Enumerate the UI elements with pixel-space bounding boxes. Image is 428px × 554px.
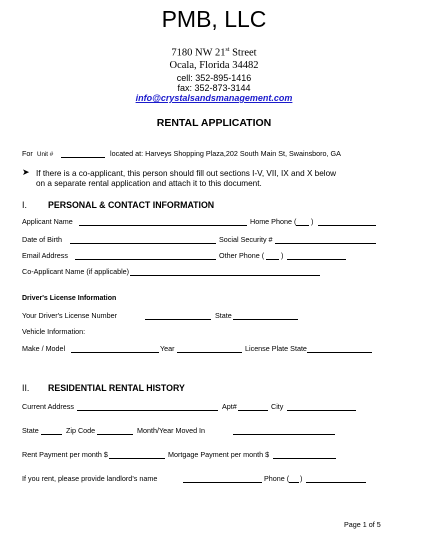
landlord-name-field[interactable] [183, 482, 262, 483]
license-state-label: State [215, 311, 232, 320]
applicant-name-field[interactable] [79, 225, 247, 226]
ssn-field[interactable] [275, 243, 376, 244]
state-label: State [22, 426, 39, 435]
note-line-2: on a separate rental application and attach it to this document. [36, 179, 262, 188]
rent-payment-field[interactable] [109, 458, 165, 459]
plate-state-field[interactable] [307, 352, 372, 353]
applicant-name-label: Applicant Name [22, 217, 73, 226]
year-field[interactable] [177, 352, 242, 353]
plate-state-label: License Plate State [245, 344, 307, 353]
year-label: Year [160, 344, 175, 353]
location-text: located at: Harveys Shopping Plaza,202 South Main St, Swainsboro, GA [110, 149, 341, 158]
landlord-phone-area-field[interactable] [289, 482, 299, 483]
company-fax: fax: 352-873-3144 [177, 83, 251, 93]
license-state-field[interactable] [233, 319, 298, 320]
city-field[interactable] [287, 410, 356, 411]
home-phone-field[interactable] [318, 225, 376, 226]
dob-label: Date of Birth [22, 235, 62, 244]
company-street: 7180 NW 21st Street [171, 47, 257, 59]
moved-in-label: Month/Year Moved In [137, 426, 206, 435]
apt-label: Apt# [222, 402, 237, 411]
mortgage-payment-field[interactable] [273, 458, 336, 459]
other-phone-label: Other Phone ( [219, 251, 265, 260]
other-phone-area-field[interactable] [266, 259, 279, 260]
license-heading: Driver's License Information [22, 295, 117, 302]
unit-label: Unit # [37, 151, 54, 158]
vehicle-info-label: Vehicle Information: [22, 327, 86, 336]
make-model-label: Make / Model [22, 344, 66, 353]
company-email-link[interactable]: info@crystalsandsmanagement.com [135, 93, 293, 103]
state-field[interactable] [41, 434, 62, 435]
company-city-state-zip: Ocala, Florida 34482 [169, 60, 259, 71]
city-label: City [271, 402, 284, 411]
license-number-label: Your Driver's License Number [22, 311, 117, 320]
email-field[interactable] [75, 259, 216, 260]
license-number-field[interactable] [145, 319, 211, 320]
section-1-title: PERSONAL & CONTACT INFORMATION [48, 200, 215, 210]
arrow-bullet-icon: ➤ [22, 167, 30, 177]
zip-label: Zip Code [66, 426, 96, 435]
landlord-phone-close: ) [300, 474, 303, 483]
home-phone-area-field[interactable] [296, 225, 309, 226]
for-label: For [22, 149, 33, 158]
make-model-field[interactable] [71, 352, 159, 353]
section-2-number: II. [22, 383, 30, 393]
rent-payment-label: Rent Payment per month $ [22, 450, 108, 459]
section-2-title: RESIDENTIAL RENTAL HISTORY [48, 383, 185, 393]
other-phone-field[interactable] [287, 259, 346, 260]
landlord-phone-label: Phone ( [264, 474, 290, 483]
co-applicant-field[interactable] [130, 275, 320, 276]
current-address-label: Current Address [22, 402, 74, 411]
home-phone-label: Home Phone ( [250, 217, 297, 226]
moved-in-field[interactable] [233, 434, 335, 435]
landlord-name-label: If you rent, please provide landlord’s name [22, 474, 158, 483]
apt-field[interactable] [238, 410, 268, 411]
email-label: Email Address [22, 251, 68, 260]
other-phone-close: ) [281, 251, 284, 260]
mortgage-payment-label: Mortgage Payment per month $ [168, 450, 270, 459]
section-1-number: I. [22, 200, 27, 210]
company-cell: cell: 352-895-1416 [176, 73, 252, 83]
note-line-1: If there is a co-applicant, this person should fill out sections I-V, VII, IX and X below [36, 169, 337, 178]
unit-number-field[interactable] [61, 157, 105, 158]
home-phone-close: ) [311, 217, 314, 226]
current-address-field[interactable] [77, 410, 218, 411]
zip-field[interactable] [97, 434, 133, 435]
company-name: PMB, LLC [161, 6, 267, 32]
co-applicant-label: Co-Applicant Name (if applicable) [22, 267, 130, 276]
ssn-label: Social Security # [219, 235, 273, 244]
landlord-phone-field[interactable] [306, 482, 366, 483]
dob-field[interactable] [70, 243, 216, 244]
form-title: RENTAL APPLICATION [156, 117, 272, 129]
page-number: Page 1 of 5 [344, 520, 381, 529]
